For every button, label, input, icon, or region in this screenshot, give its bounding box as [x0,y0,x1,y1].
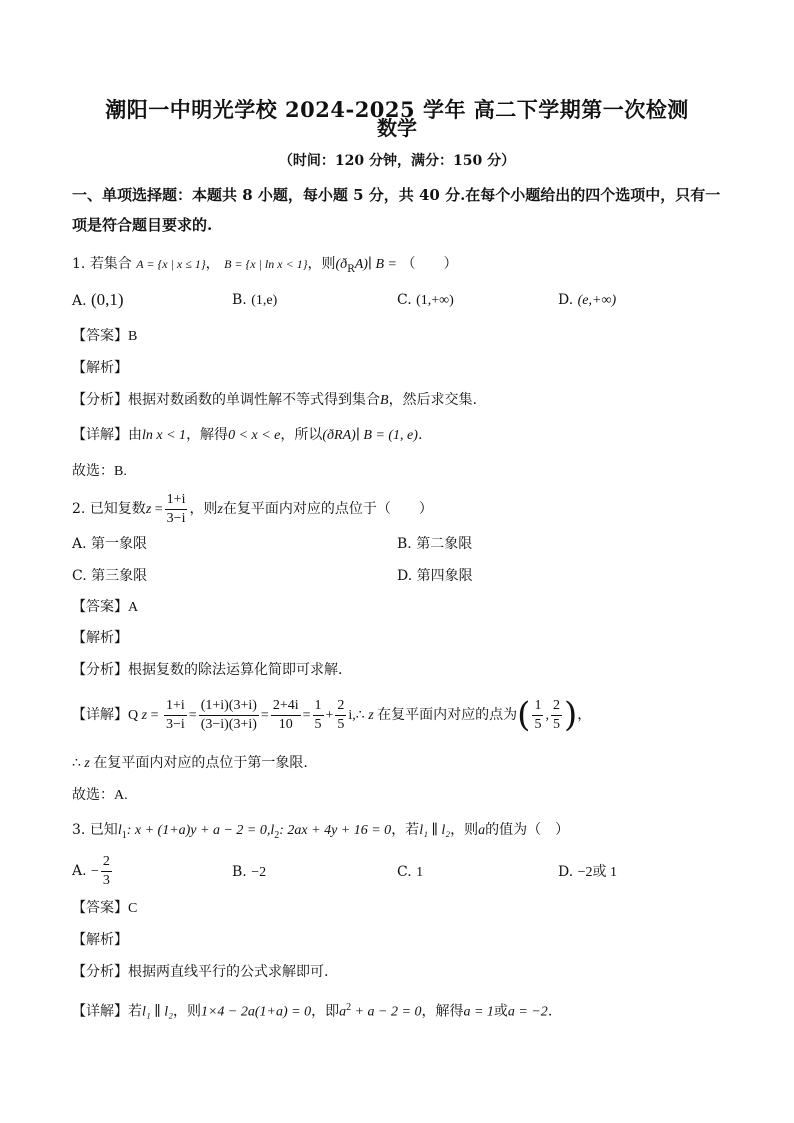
q2-option-c: C. 第三象限 [72,568,148,584]
question-1-stem: 1. 若集合 A = {x | x ≤ 1}， B = {x | ln x < 1}，则$(ð_RA)∣$ B = （ ） [72,256,458,275]
q1-answer: 【答案】B [72,328,138,344]
q1-option-c: C. (1,+∞) [397,292,454,308]
time-info: （时间：120 分钟，满分：150 分） [278,153,516,169]
question-number: 1. [72,256,86,272]
q3-fenxi: 【分析】根据两直线平行的公式求解即可. [72,964,329,980]
fraction: $\frac{1}{5}$ [534,697,542,732]
question-3-stem: 3. 已知$l_1$: $x + (1+a)y + a - 2 = 0,l_2$: 2ax + 4y + 16 = 0，若l₁ ∥ l₂，则a的值为（ ） [72,822,570,841]
question-number: 3. [72,822,86,838]
q3-option-c: C. 1 [397,864,424,880]
fraction: $\frac{1+i}{3-i}$ [165,697,185,732]
q2-fenxi: 【分析】根据复数的除法运算化简即可求解. [72,662,343,678]
question-number: 2. [72,501,86,517]
question-2-stem: 2. 已知复数z = $\frac{1+i}{3-i}$ ，则z在复平面内对应的点位于（ ） [72,491,433,526]
fraction: $\frac{1}{5}$ [314,697,322,732]
q2-answer: 【答案】A [72,599,139,615]
q2-option-a: A. 第一象限 [72,536,148,552]
q1-option-b: B. (1,e) [232,292,278,308]
q2-option-d: D. 第四象限 [397,568,473,584]
fraction: $\frac{(1+i)(3+i)}{(3-i)(3+i)}$ [200,697,257,732]
q1-option-d: D. (e,+∞) [558,292,617,308]
fraction: $\frac{2+4i}{10}$ [272,697,299,732]
section-heading: 一、单项选择题：本题共 8 小题，每小题 5 分，共 40 分.在每个小题给出的四个选项中，只有一项是符合题目要求的. [72,186,721,234]
q3-answer: 【答案】C [72,900,138,916]
set-b: B = {x | ln x < 1} [224,257,308,271]
set-a: A = {x | x ≤ 1} [136,257,206,271]
q2-option-b: B. 第二象限 [397,536,473,552]
q1-detail: 【详解】由ln x < 1，解得0 < x < e，所以(ðRA)∣ B = (1, e). [72,427,423,443]
q2-detail: 【详解】Q z = $\frac{1+i}{3-i}$ = $\frac{(1+i)(3+i)}{(3-i)(3+i)}$ = $\frac{2+4i}{10}$ = $\frac{1}{5}$ + $\frac{2}{5}$ i,∴ z 在复平面内对应的点为( $\frac{1}{5}$ , $\frac{2}{5}$ )， [72,695,592,735]
q1-choose: 故选：B. [72,463,127,479]
q3-option-b: B. −2 [232,864,267,880]
fraction: $\frac{2}{5}$ [337,697,345,732]
q3-option-d: D. −2或 1 [558,864,618,880]
fraction: $\frac{2}{5}$ [552,697,560,732]
subject-title: 数学 [377,116,417,140]
q1-analysis-label: 【解析】 [72,360,128,376]
q2-choose: 故选：A. [72,787,128,803]
answer-blank: （ ） [401,256,458,272]
exam-title: 潮阳一中明光学校 2024-2025 学年 高二下学期第一次检测 [105,97,689,122]
q3-option-a: A. − $\frac{2}{3}$ [72,853,110,888]
fraction: $\frac{1+i}{3-i}$ [166,491,186,526]
q3-detail: 【详解】若l₁ ∥ l₂，则1×4 − 2a(1+a) = 0，即$a^2 + a - 2 = 0$，解得a = 1或a = −2. [72,1002,553,1020]
q3-analysis-label: 【解析】 [72,932,128,948]
q1-option-a: A. (0,1) [72,290,124,309]
fraction: $\frac{2}{3}$ [102,853,110,888]
q2-analysis-label: 【解析】 [72,630,128,646]
q2-conclusion: ∴ z 在复平面内对应的点位于第一象限. [72,755,308,771]
q1-fenxi: 【分析】根据对数函数的单调性解不等式得到集合B，然后求交集. [72,392,478,408]
